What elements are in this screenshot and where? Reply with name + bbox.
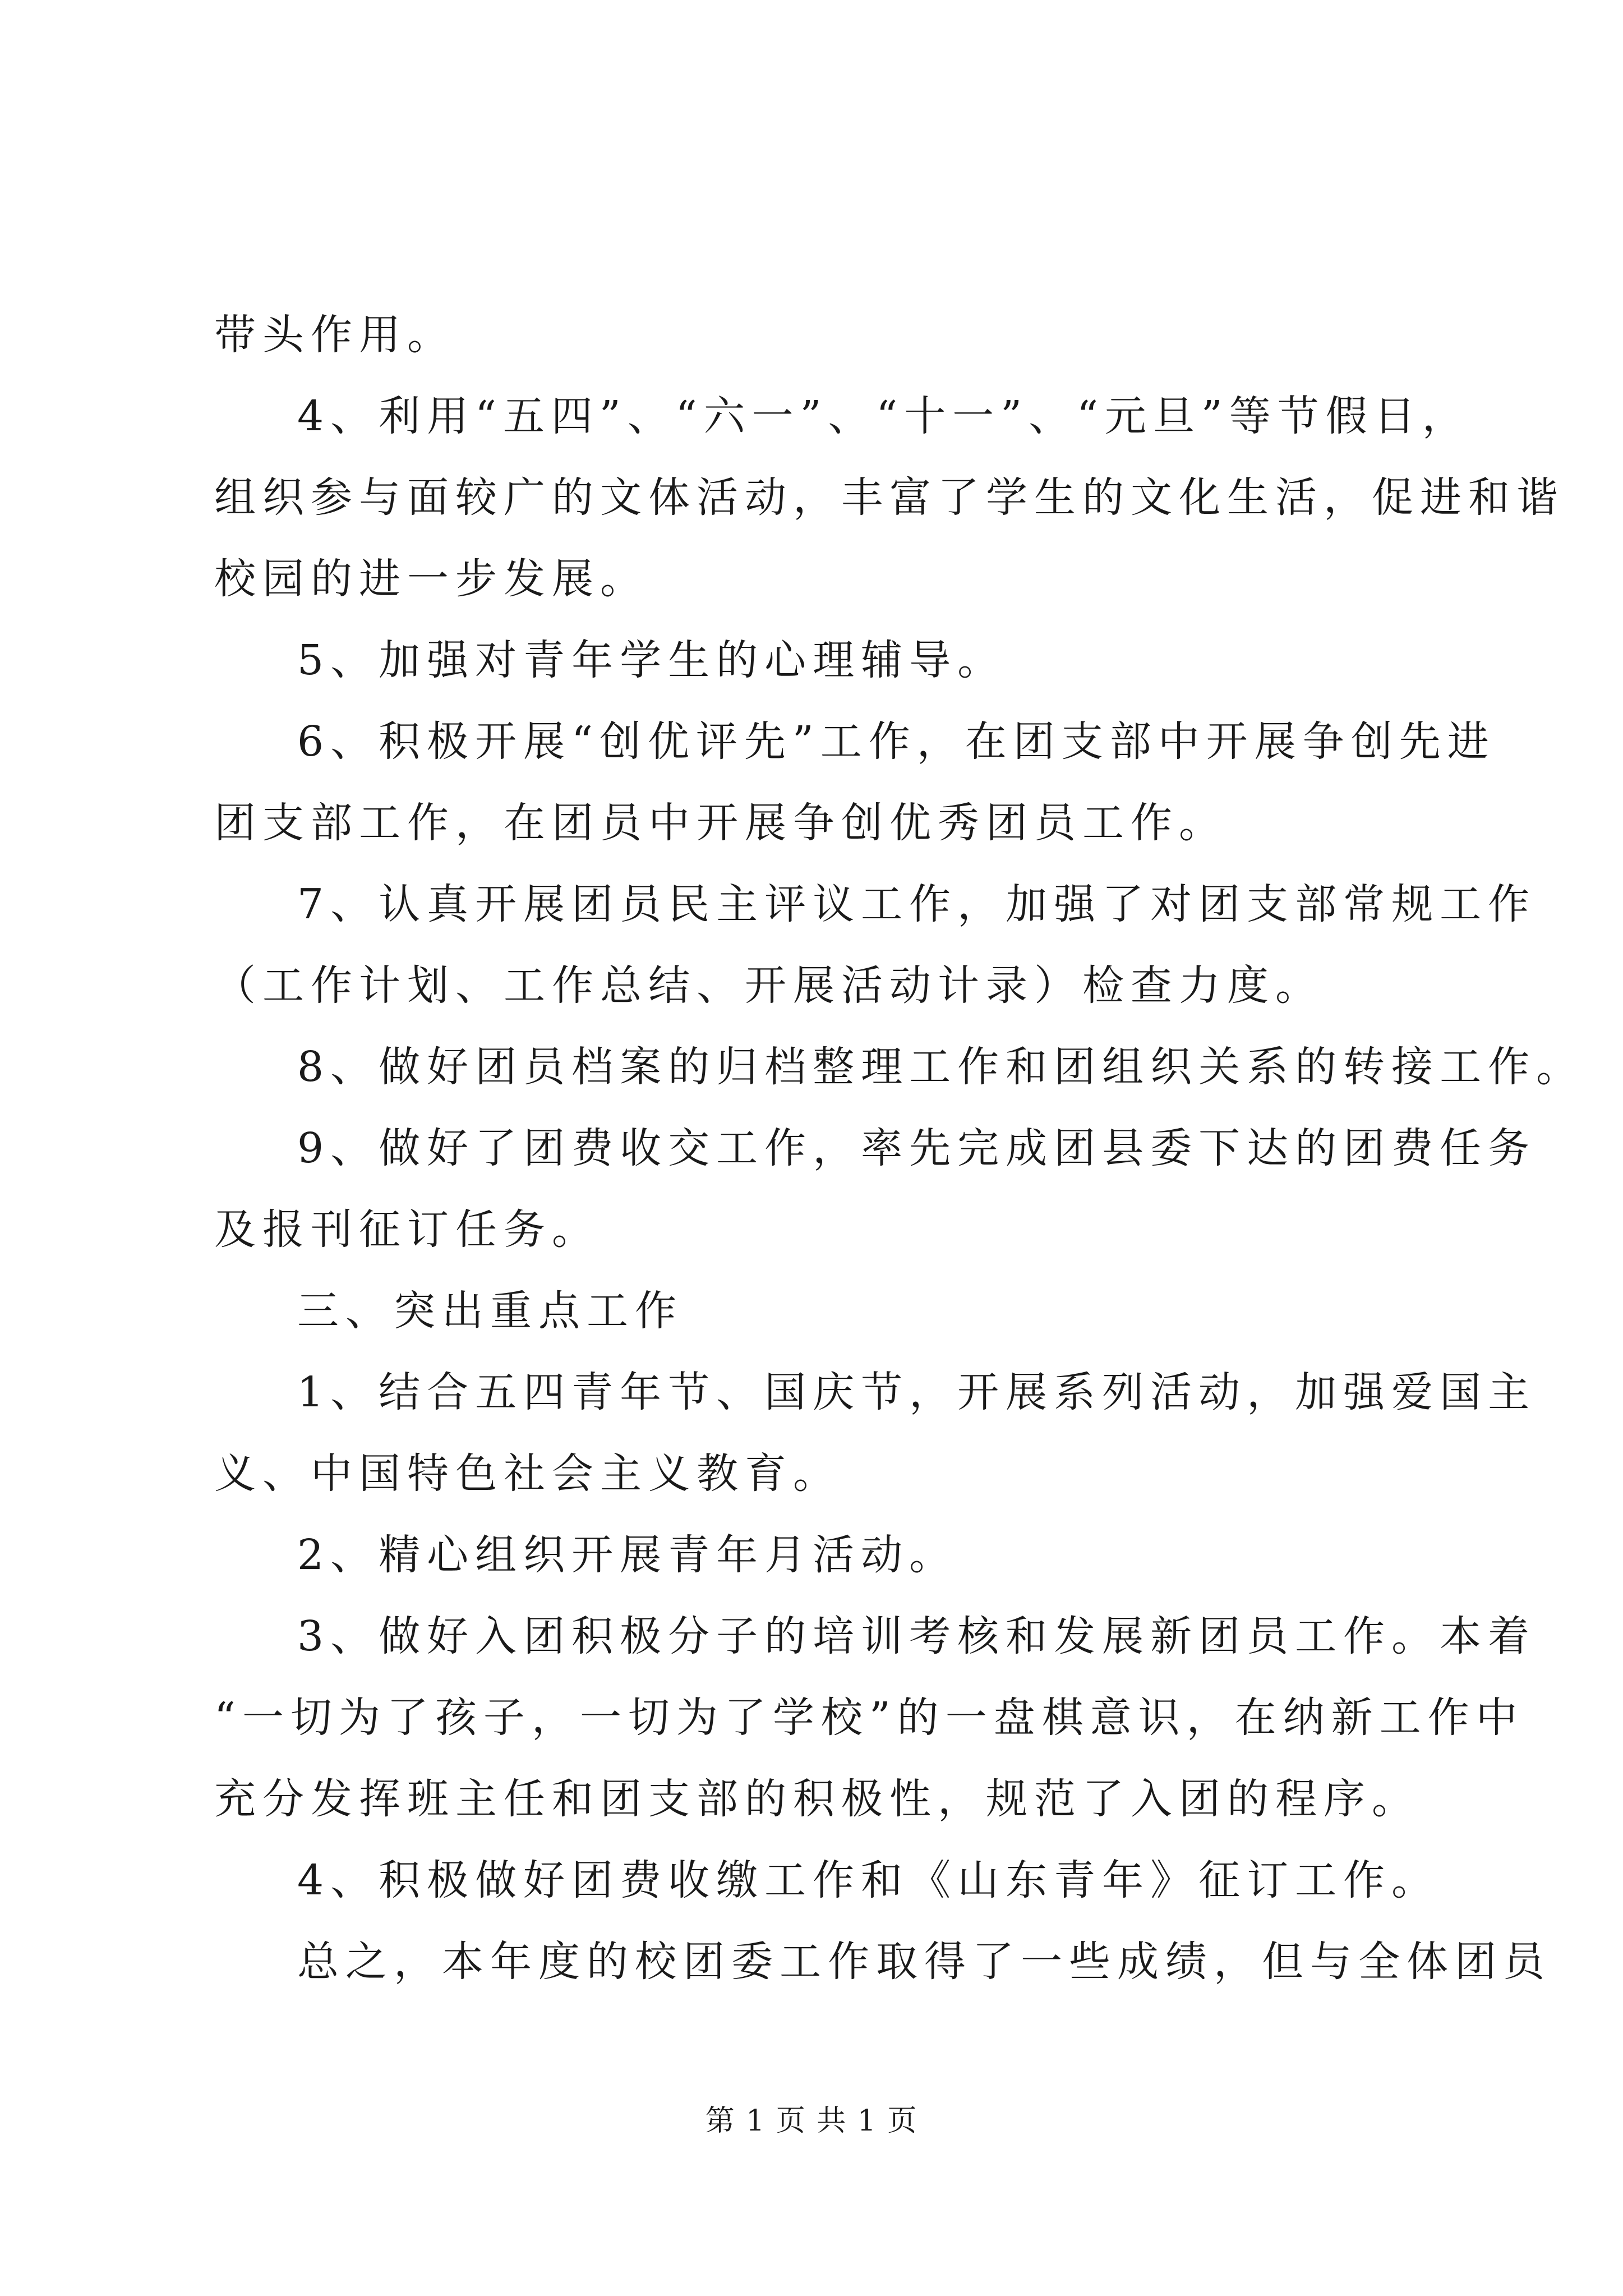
paragraph-4-line-2: 组织参与面较广的文体活动，丰富了学生的文化生活，促进和谐 [214, 473, 1565, 522]
paragraph-7-line-1: 7、认真开展团员民主评议工作，加强了对团支部常规工作 [297, 880, 1537, 928]
paragraph-4-line-3: 校园的进一步发展。 [214, 555, 648, 603]
paragraph-7-line-2: （工作计划、工作总结、开展活动计录）检查力度。 [214, 961, 1324, 1010]
section3-item-1-line-1: 1、结合五四青年节、国庆节，开展系列活动，加强爱国主 [297, 1368, 1537, 1416]
paragraph-9-line-2: 及报刊征订任务。 [214, 1205, 600, 1254]
paragraph-6-line-2: 团支部工作，在团员中开展争创优秀团员工作。 [214, 799, 1227, 847]
paragraph-5-line-1: 5、加强对青年学生的心理辅导。 [297, 636, 1006, 684]
summary-line-1: 总之，本年度的校团委工作取得了一些成绩，但与全体团员 [297, 1938, 1551, 1986]
section3-item-3-line-2: “一切为了孩子，一切为了学校”的一盘棋意识，在纳新工作中 [214, 1694, 1524, 1742]
section3-item-1-line-2: 义、中国特色社会主义教育。 [214, 1450, 841, 1498]
text-line: 带头作用。 [214, 311, 455, 359]
paragraph-6-line-1: 6、积极开展“创优评先”工作，在团支部中开展争创先进 [297, 717, 1496, 766]
section3-item-4-line-1: 4、积极做好团费收缴工作和《山东青年》征订工作。 [297, 1856, 1440, 1904]
paragraph-4-line-1: 4、利用“五四”、“六一”、“十一”、“元旦”等节假日， [297, 392, 1470, 440]
paragraph-9-line-1: 9、做好了团费收交工作，率先完成团县委下达的团费任务 [297, 1124, 1537, 1172]
section-heading-3: 三、突出重点工作 [297, 1287, 683, 1335]
section3-item-3-line-1: 3、做好入团积极分子的培训考核和发展新团员工作。本着 [297, 1612, 1537, 1660]
page-footer: 第 1 页 共 1 页 [705, 2104, 918, 2138]
paragraph-8-line-1: 8、做好团员档案的归档整理工作和团组织关系的转接工作。 [297, 1043, 1585, 1091]
section3-item-2-line-1: 2、精心组织开展青年月活动。 [297, 1531, 958, 1579]
section3-item-3-line-3: 充分发挥班主任和团支部的积极性，规范了入团的程序。 [214, 1775, 1420, 1823]
